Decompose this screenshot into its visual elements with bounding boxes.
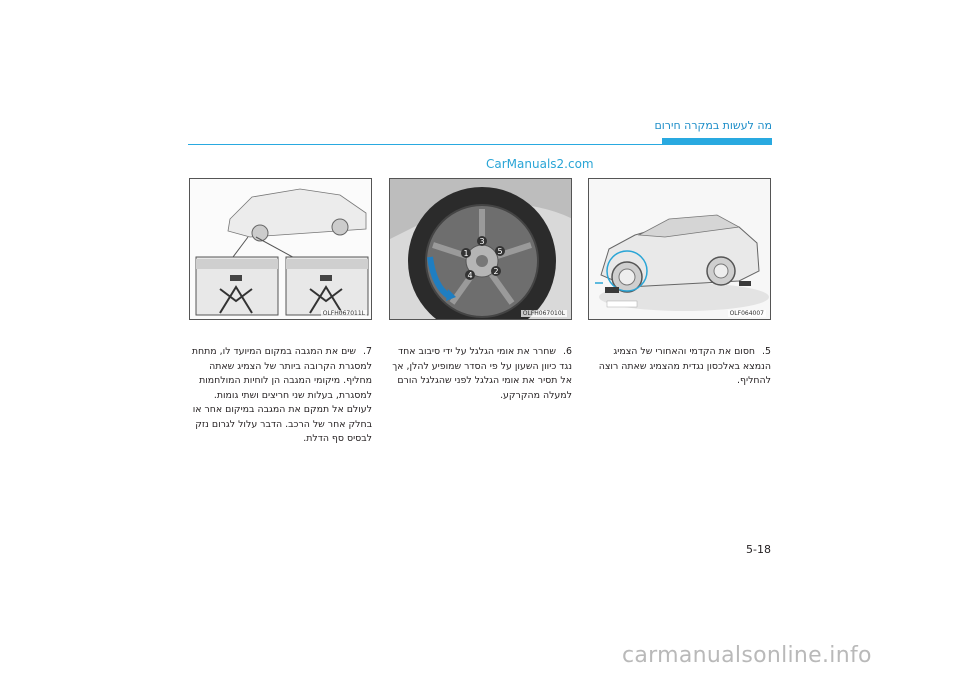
figure-lug-nut-order xyxy=(389,178,572,320)
step-number: 6. xyxy=(563,346,572,357)
step-text: שים את המגבה במקום המיועד לו, מתחת למסגרת הקרובה ביותר של הצמיג שאתה מחליף. מיקומי המגבה הן לוחיות המולחמות למסגרת, בעלות שני חריצים ושתי גומות. לעולם אל תמקם את המגבה במיקום אחר או בחלק אחר של הרכב. הדבר עלול לגרום נזק לבסיס סף הדלת. xyxy=(191,346,372,444)
figure-wheel-chock xyxy=(588,178,771,320)
step-text: שחרר את אומי הגלגל על ידי סיבוב אחד נגד כיוון השעון על פי הסדר שמופיע להלן, אך אל תסיר את אומי הגלגל לפני שהגלגל הורם למעלה מהקרקע. xyxy=(392,346,572,401)
svg-text:4: 4 xyxy=(467,271,473,280)
figure-jack-position xyxy=(189,178,372,320)
step-7 xyxy=(189,345,372,447)
car-chock-illustration xyxy=(589,179,771,320)
watermark-bottom: carmanualsonline.info xyxy=(622,643,872,668)
step-text: חסום את הקדמי והאחורי של הצמיג הנמצא באלכסון נגדית מהצמיג שאתה רוצה להחליף. xyxy=(598,346,771,386)
jack-illustration xyxy=(190,179,372,320)
figure-code: OLFH067011L xyxy=(322,310,365,317)
watermark-top: CarManuals2.com xyxy=(486,157,594,171)
step-number: 5. xyxy=(762,346,771,357)
header-tab-bar xyxy=(662,138,772,145)
wheel-illustration xyxy=(390,179,572,320)
step-6 xyxy=(389,345,572,403)
svg-text:1: 1 xyxy=(463,249,469,258)
svg-text:2: 2 xyxy=(493,267,499,276)
figure-code: OLFH067010L xyxy=(522,310,565,317)
svg-text:5: 5 xyxy=(497,247,503,256)
step-5 xyxy=(588,345,771,389)
figure-code: OLF064007 xyxy=(729,310,764,317)
section-title: מה לעשות במקרה חירום xyxy=(654,119,772,132)
svg-text:3: 3 xyxy=(479,237,485,246)
page-number: 5-18 xyxy=(746,543,771,556)
step-number: 7. xyxy=(363,346,372,357)
